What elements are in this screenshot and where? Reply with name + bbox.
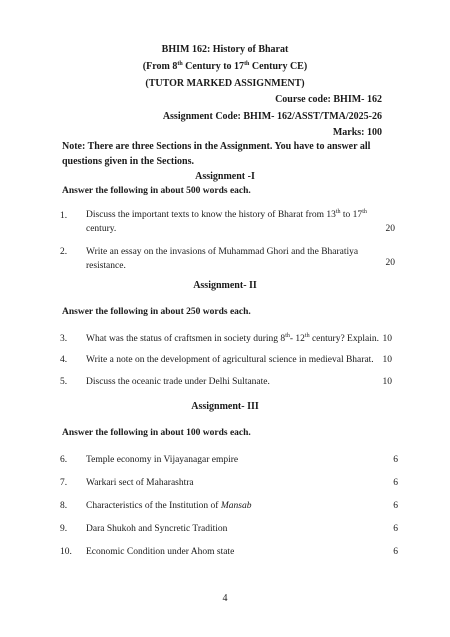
question-marks: 6 — [393, 501, 398, 511]
question-marks: 10 — [382, 355, 392, 365]
question-marks: 20 — [385, 258, 395, 268]
question-number: 10. — [60, 547, 72, 557]
question-number: 2. — [60, 247, 68, 257]
section-instruction: Answer the following in about 500 words each. — [62, 186, 251, 196]
question-text: Write an essay on the invasions of Muhammad Ghori and the Bharatiya resistance. — [86, 247, 359, 271]
assignment-code: Assignment Code: BHIM- 162/ASST/TMA/2025-26 — [162, 111, 382, 122]
question-number: 9. — [60, 524, 68, 534]
section-title: Assignment- II — [193, 280, 257, 291]
question-marks: 10 — [382, 334, 392, 344]
question-number: 4. — [60, 355, 68, 365]
question-marks: 6 — [393, 455, 398, 465]
question-marks: 20 — [385, 224, 395, 234]
question-text: What was the status of craftsmen in society during 8th- 12th century? Explain. — [86, 333, 379, 344]
section-instruction: Answer the following in about 100 words each. — [62, 428, 251, 438]
assignment-type: (TUTOR MARKED ASSIGNMENT) — [145, 78, 305, 89]
question-text: Temple economy in Vijayanagar empire — [86, 455, 239, 465]
question-text: Write a note on the development of agricultural science in medieval Bharat. — [86, 355, 374, 365]
section-instruction: Answer the following in about 250 words each. — [62, 307, 251, 317]
period-line: (From 8th Century to 17th Century CE) — [142, 61, 308, 72]
question-marks: 6 — [393, 547, 398, 557]
question-number: 5. — [60, 377, 68, 387]
question-text: Economic Condition under Ahom state — [86, 547, 235, 557]
note-text: Note: There are three Sections in the Assignment. You have to answer all questions given in the Sections. — [62, 141, 371, 167]
section-title: Assignment- III — [191, 401, 259, 412]
question-number: 3. — [60, 334, 68, 344]
question-marks: 6 — [393, 478, 398, 488]
question-marks: 6 — [393, 524, 398, 534]
question-number: 8. — [60, 501, 68, 511]
course-title: BHIM 162: History of Bharat — [161, 44, 289, 55]
question-marks: 10 — [382, 377, 392, 387]
marks-total: Marks: 100 — [332, 127, 382, 138]
page-number: 4 — [222, 593, 228, 604]
question-number: 7. — [60, 478, 68, 488]
question-text: Discuss the important texts to know the history of Bharat from 13th to 17th century. — [86, 209, 367, 234]
section-title: Assignment -I — [195, 171, 255, 182]
question-number: 6. — [60, 455, 68, 465]
question-text: Discuss the oceanic trade under Delhi Sultanate. — [86, 377, 270, 387]
course-code: Course code: BHIM- 162 — [275, 94, 382, 105]
question-text: Warkari sect of Maharashtra — [86, 478, 194, 488]
question-number: 1. — [60, 211, 68, 221]
question-text: Dara Shukoh and Syncretic Tradition — [86, 524, 228, 534]
question-text: Characteristics of the Institution of Mansab — [86, 501, 252, 511]
